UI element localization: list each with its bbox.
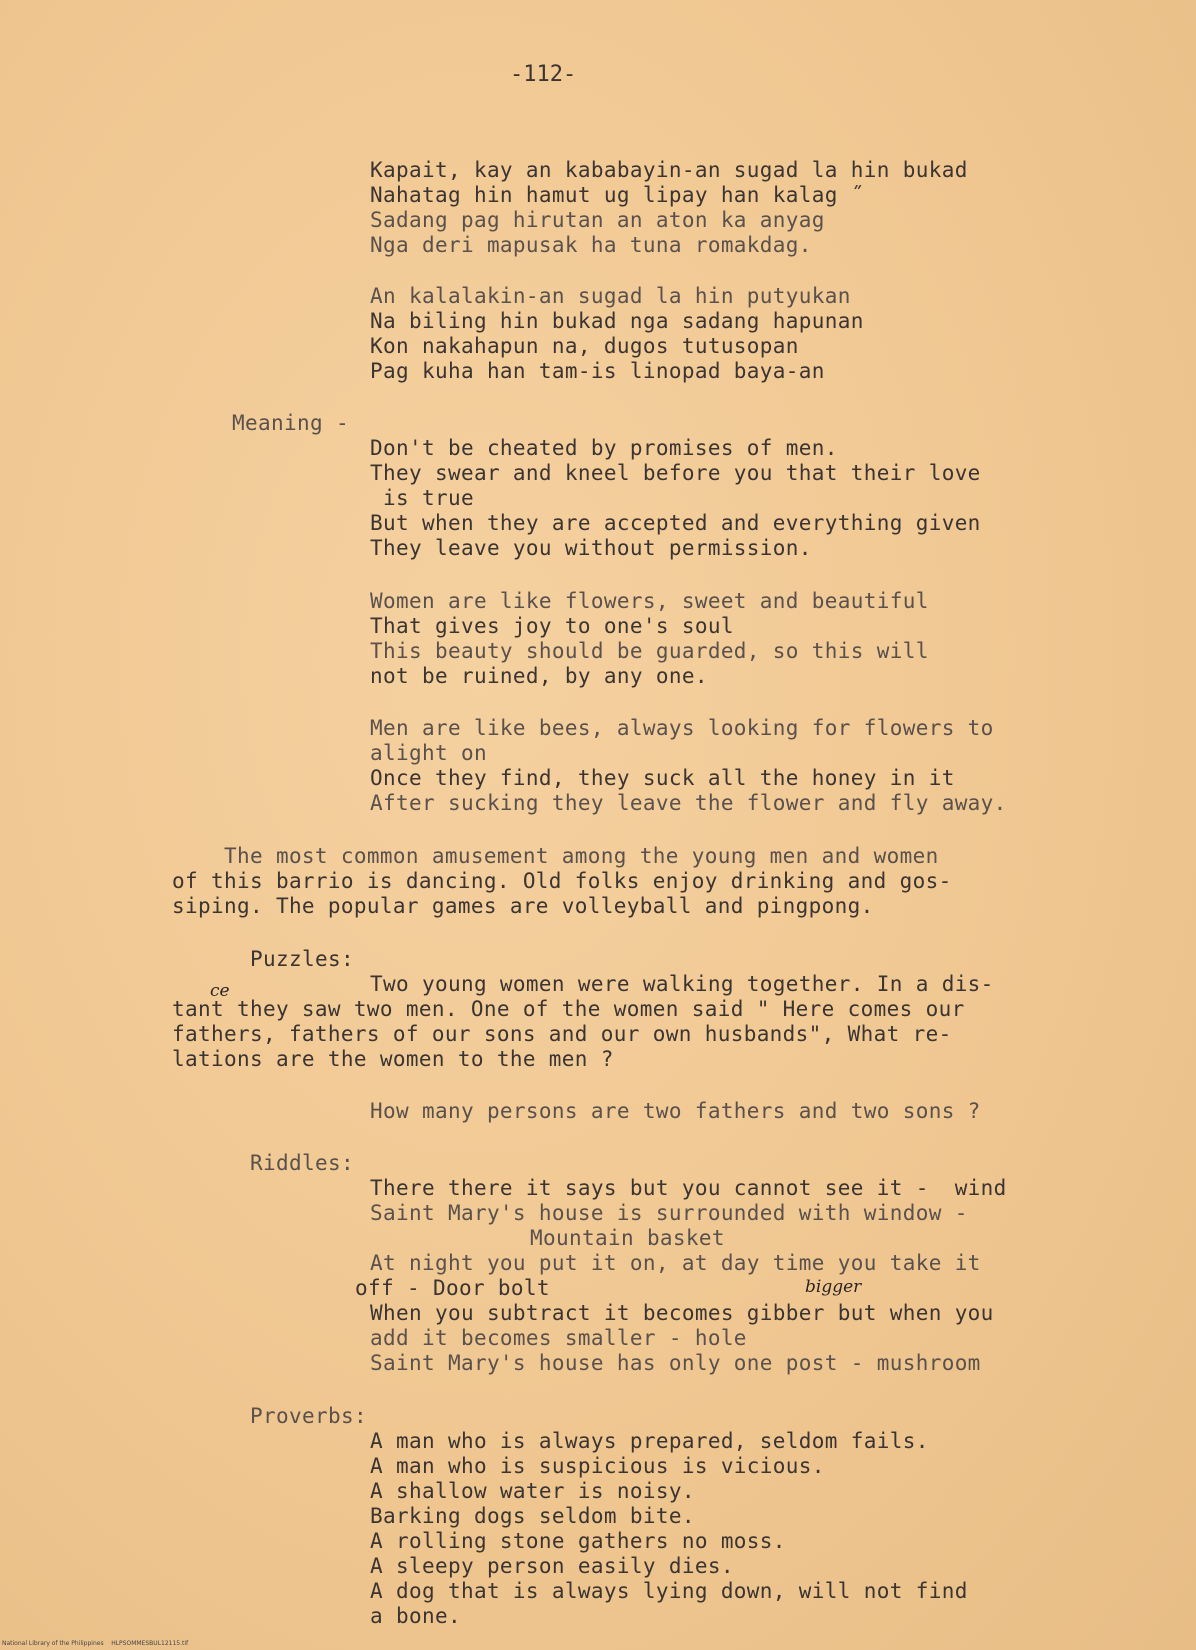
stanza2-line: Pag kuha han tam-is linopad baya-an [370,359,825,383]
stanza1-line: Nga deri mapusak ha tuna romakdag. [370,233,812,257]
proverb-line: A dog that is always lying down, will not find [370,1579,968,1603]
meaning1-line: is true [370,486,474,510]
stanza1-line: Sadang pag hirutan an aton ka anyag [370,208,825,232]
riddles-label: Riddles: [250,1151,354,1175]
amusement-line: The most common amusement among the young men and women [172,844,939,868]
proverb-line: A man who is always prepared, seldom fails. [370,1429,929,1453]
riddle-line: There there it says but you cannot see it - wind [370,1176,1007,1200]
proverb-line: A man who is suspicious is vicious. [370,1454,825,1478]
meaning1-line: They swear and kneel before you that their love [370,461,981,485]
puzzle1-line: tant they saw two men. One of the women said " Here comes our [172,997,965,1021]
handwritten-correction: ce [210,981,230,1001]
amusement-line: siping. The popular games are volleyball and pingpong. [172,894,874,918]
puzzle1-line: fathers, fathers of our sons and our own husbands", What re- [172,1022,952,1046]
stanza1-line: Kapait, kay an kababayin-an sugad la hin bukad [370,158,968,182]
puzzle1-line: Two young women were walking together. In a dis- [370,972,994,996]
amusement-line: of this barrio is dancing. Old folks enjoy drinking and gos- [172,869,952,893]
stanza1-line: Nahatag hin hamut ug lipay han kalag ˝ [370,183,864,207]
riddle-line: Saint Mary's house has only one post - mushroom [370,1351,981,1375]
meaning2-line: That gives joy to one's soul [370,614,734,638]
proverb-line: A shallow water is noisy. [370,1479,695,1503]
scan-footer: National Library of the Philippines HLPSOMMESBUL12115.tif [2,1640,189,1647]
riddle-line: When you subtract it becomes gibber but when you [370,1301,994,1325]
meaning3-line: Once they find, they suck all the honey in it [370,766,955,790]
handwritten-correction: bigger [805,1277,862,1297]
proverb-line: Barking dogs seldom bite. [370,1504,695,1528]
meaning2-line: Women are like flowers, sweet and beautiful [370,589,929,613]
stanza2-line: Na biling hin bukad nga sadang hapunan [370,309,864,333]
puzzle1-line: lations are the women to the men ? [172,1047,614,1071]
meaning1-line: They leave you without permission. [370,536,812,560]
stanza2-line: An kalalakin-an sugad la hin putyukan [370,284,851,308]
riddle-line: off - Door bolt [355,1276,550,1300]
meaning3-line: Men are like bees, always looking for flowers to [370,716,994,740]
riddle-line: Saint Mary's house is surrounded with window - [370,1201,968,1225]
proverb-line: A rolling stone gathers no moss. [370,1529,786,1553]
proverb-line: a bone. [370,1604,461,1628]
stanza2-line: Kon nakahapun na, dugos tutusopan [370,334,799,358]
meaning1-line: Don't be cheated by promises of men. [370,436,838,460]
meaning3-line: After sucking they leave the flower and fly away. [370,791,1007,815]
page-number: -112- [510,62,577,87]
puzzle2-line: How many persons are two fathers and two sons ? [370,1099,981,1123]
riddle-line: Mountain basket [530,1226,725,1250]
proverb-line: A sleepy person easily dies. [370,1554,734,1578]
meaning2-line: This beauty should be guarded, so this will [370,639,929,663]
meaning1-line: But when they are accepted and everything given [370,511,981,535]
riddle-line: At night you put it on, at day time you take it [370,1251,981,1275]
meaning3-line: alight on [370,741,487,765]
meaning-label: Meaning - [232,411,349,435]
meaning2-line: not be ruined, by any one. [370,664,708,688]
riddle-line: add it becomes smaller - hole [370,1326,747,1350]
puzzles-label: Puzzles: [250,947,354,971]
proverbs-label: Proverbs: [250,1404,367,1428]
